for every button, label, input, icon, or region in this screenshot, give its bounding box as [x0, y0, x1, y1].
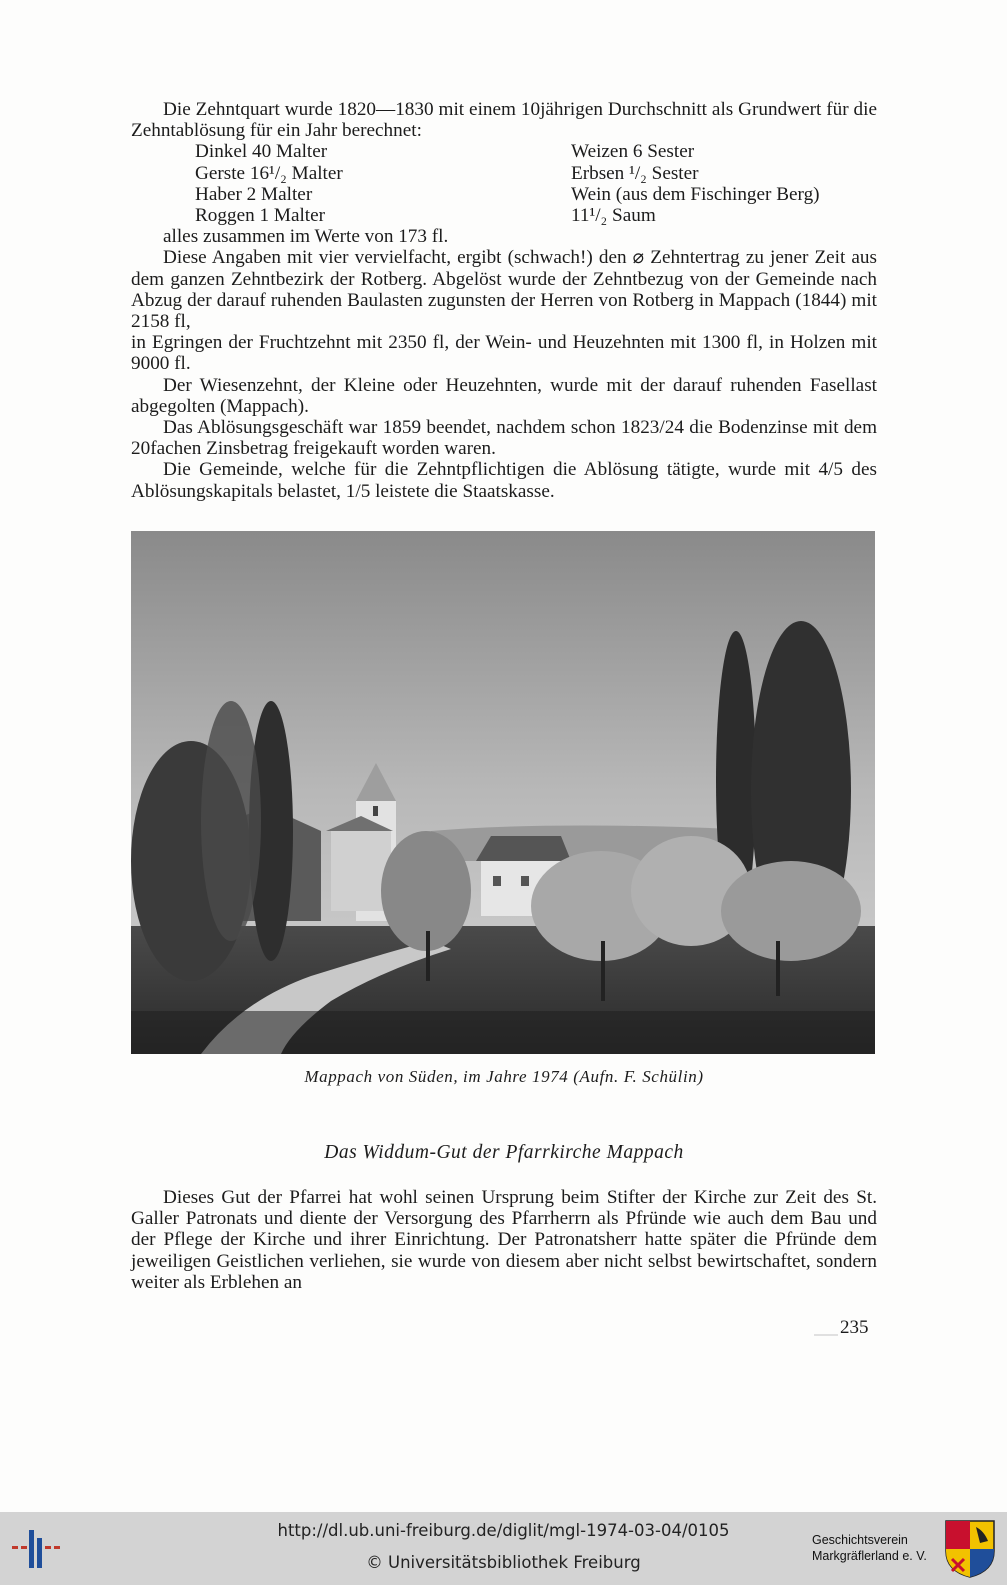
table-cell: Dinkel 40 Malter	[195, 141, 328, 163]
body-text-top	[131, 99, 877, 502]
paragraph-gemeinde: Die Gemeinde, welche für die Zehntpflichtigen die Ablösung tätigte, wurde mit 4/5 des Ablösungskapitals belastet, 1/5 leistete die Staatskasse.	[131, 459, 877, 502]
photo-caption: Mappach von Süden, im Jahre 1974 (Aufn. F. Schülin)	[304, 1067, 704, 1086]
paragraph-widdum: Dieses Gut der Pfarrei hat wohl seinen Ursprung beim Stifter der Kirche zur Zeit des St. Galler Patronats und diente der Versorgung des Pfarrherrn als Pfründe wie auch dem Bau und der Pflege der Kirche und ihrer Einrichtung. Der Patronatsherr hatte später die Pfründe dem jeweiligen Geistlichen verliehen, sie wurde von diesem aber nicht selbst bewirtschaftet, sondern weiter als Erblehen an	[131, 1187, 877, 1293]
paragraph-angaben: Diese Angaben mit vier vervielfacht, ergibt (schwach!) den ⌀ Zehntertrag zu jener Zeit aus dem ganzen Zehntbezirk der Rotberg. Abgelöst wurde der Zehntbezug von der Gemeinde nach Abzug der darauf ruhenden Baulasten zugunsten der Herren von Rotberg in Mappach (1844) mit 2158 fl,	[131, 247, 877, 333]
table-cell: Gerste 16¹/₂ Malter	[195, 162, 343, 184]
society-line: Markgräflerland e. V.	[812, 1549, 927, 1563]
page-number: 235	[840, 1317, 869, 1338]
scan-mark	[814, 1334, 838, 1336]
paragraph-egringen: in Egringen der Fruchtzehnt mit 2350 fl, der Wein- und Heuzehnten mit 1300 fl, in Holzen mit 9000 fl.	[131, 332, 877, 375]
table-cell: Erbsen ¹/₂ Sester	[571, 162, 699, 184]
table-cell: Wein (aus dem Fischinger Berg)	[571, 183, 820, 205]
paragraph-zehntquart: Die Zehntquart wurde 1820—1830 mit einem 10jährigen Durchschnitt als Grundwert für die Zehntablösung für ein Jahr berechnet:	[131, 99, 877, 142]
section-heading: Das Widdum-Gut der Pfarrkirche Mappach	[324, 1142, 684, 1163]
paragraph-abloesung: Das Ablösungsgeschäft war 1859 beendet, nachdem schon 1823/24 die Bodenzinse mit dem 20fachen Zinsbetrag freigekauft worden waren.	[131, 417, 877, 460]
society-name	[812, 1532, 927, 1564]
footer-copyright: © Universitätsbibliothek Freiburg	[366, 1553, 641, 1572]
coat-of-arms-icon[interactable]	[944, 1519, 996, 1579]
summary-line: alles zusammen im Werte von 173 fl.	[163, 226, 449, 248]
society-line: Geschichtsverein	[812, 1533, 908, 1547]
table-cell: Haber 2 Malter	[195, 183, 313, 205]
footer-bar	[0, 1512, 1007, 1585]
yield-table	[131, 141, 877, 226]
village-photo	[131, 531, 875, 1054]
footer-url-link[interactable]: http://dl.ub.uni-freiburg.de/diglit/mgl-1974-03-04/0105	[277, 1521, 730, 1540]
table-cell: 11¹/₂ Saum	[571, 205, 656, 227]
table-cell: Weizen 6 Sester	[571, 141, 695, 163]
table-cell: Roggen 1 Malter	[195, 205, 326, 227]
body-text-bottom	[131, 1187, 877, 1293]
paragraph-wiesenzehnt: Der Wiesenzehnt, der Kleine oder Heuzehnten, wurde mit der darauf ruhenden Fasellast abgegolten (Mappach).	[131, 374, 877, 417]
